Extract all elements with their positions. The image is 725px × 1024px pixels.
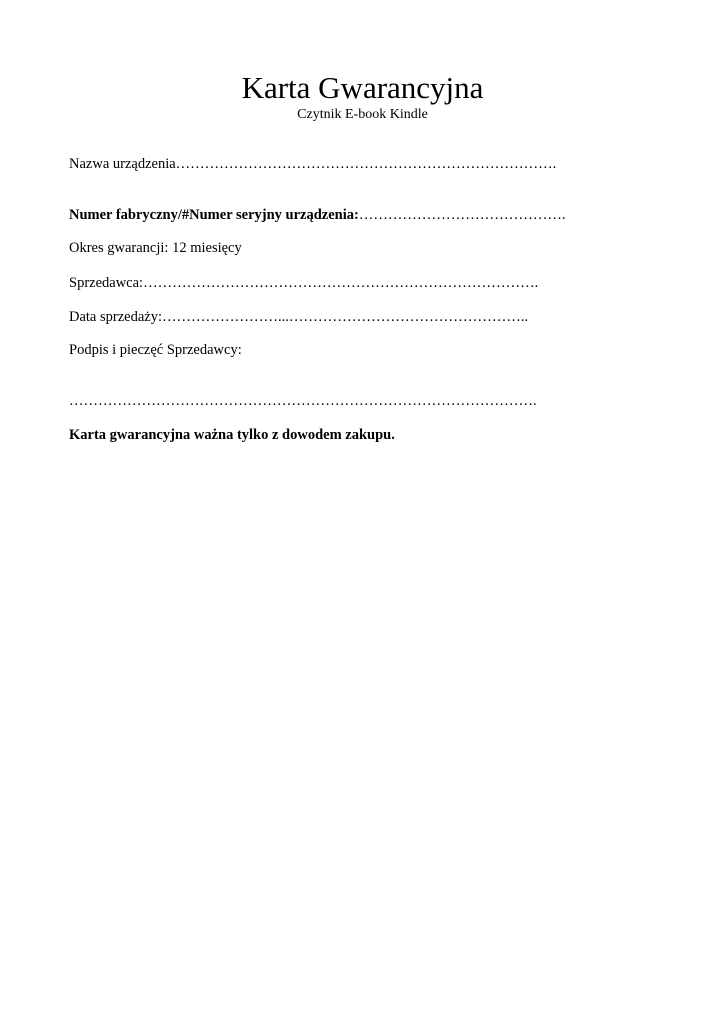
sale-date-field: Data sprzedaży:……………………...………………………………………….. [69,309,529,325]
serial-number-field [69,206,565,224]
signature-label: Podpis i pieczęć Sprzedawcy: [69,342,242,358]
document-subtitle: Czytnik E-book Kindle [297,107,428,122]
document-title: Karta Gwarancyjna [241,70,484,105]
device-name-field: Nazwa urządzenia……………………………………………………………………. [69,156,557,172]
warranty-period-field: Okres gwarancji: 12 miesięcy [69,240,242,256]
serial-number-label: Numer fabryczny/#Numer seryjny urządzenia: [69,207,359,223]
signature-line: ……………………………………………………………………………………. [69,393,537,409]
seller-field: Sprzedawca:………………………………………………………………………. [69,275,539,291]
validity-note: Karta gwarancyjna ważna tylko z dowodem zakupu. [69,427,395,443]
serial-number-blank: ……………………………………. [358,207,566,223]
